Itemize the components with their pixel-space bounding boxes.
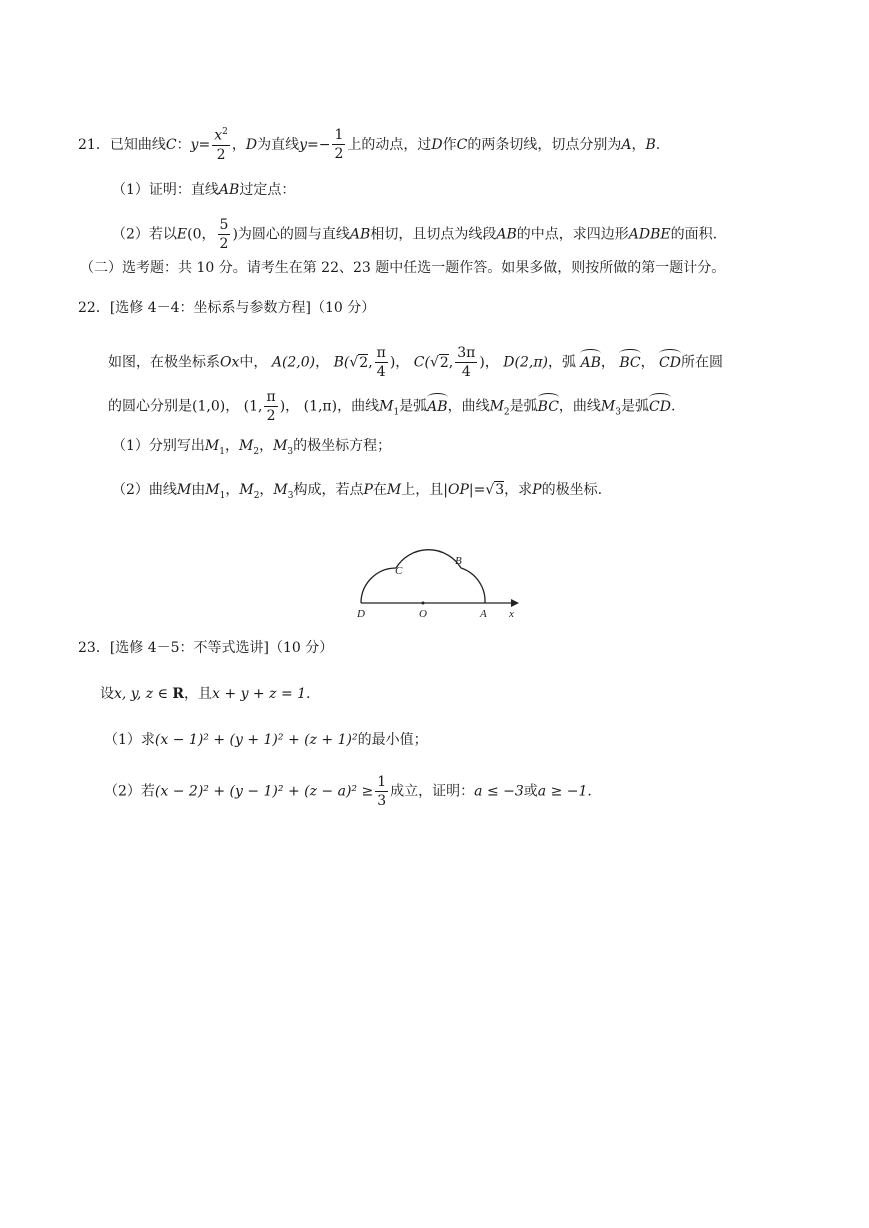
axis-arrow-icon bbox=[511, 599, 519, 607]
q22-title: 22．[选修 4－4：坐标系与参数方程]（10 分） bbox=[78, 300, 376, 316]
q23-title: 23．[选修 4－5：不等式选讲]（10 分） bbox=[78, 640, 334, 656]
arc-bc: BC bbox=[619, 349, 640, 373]
fraction-1-over-3: $\frac{1}{3}$ bbox=[377, 774, 387, 809]
polar-curve-figure bbox=[343, 520, 543, 620]
q21-statement: 21．已知曲线C：y= $\frac{x^2}{2}$ ，D为直线y=− $\frac{1}{2}$ 上的动点，过D作C的两条切线，切点分别为A，B. bbox=[78, 127, 661, 163]
label-d: D bbox=[357, 608, 365, 620]
q21-part1: （1）证明：直线AB过定点： bbox=[112, 182, 296, 198]
arc-ab: AB bbox=[580, 349, 600, 373]
optional-section-header: （二）选考题：共 10 分。请考生在第 22、23 题中任选一题作答。如果多做，则按所做的第一题计分。 bbox=[80, 260, 726, 276]
arc-cd-curve bbox=[361, 568, 396, 603]
arc-bc-curve bbox=[396, 550, 461, 568]
fraction-one-half: $\frac{1}{2}$ bbox=[334, 127, 344, 163]
q23-part2: （2）若(x − 2)² + (y − 1)² + (z − a)² ≥ $\frac{1}{3}$ 成立，证明：a ≤ −3或a ≥ −1. bbox=[104, 774, 592, 809]
q22-part2: （2）曲线M由$M_1$，$M_2$，$M_3$构成，若点P在M上，且|OP|=√3，求P的极坐标. bbox=[112, 482, 603, 501]
label-x: x bbox=[509, 608, 514, 620]
q23-intro: 设x, y, z ∈ R，且x + y + z = 1. bbox=[100, 686, 311, 702]
q23-part1: （1）求(x − 1)² + (y + 1)² + (z + 1)²的最小值； bbox=[104, 732, 428, 748]
label-o: O bbox=[419, 608, 427, 620]
q22-part1: （1）分别写出$M_1$，$M_2$，$M_3$的极坐标方程； bbox=[112, 438, 392, 457]
label-c: C bbox=[395, 565, 403, 577]
label-b: B bbox=[455, 555, 462, 567]
fraction-pi-over-2: $\frac{\pi}{2}$ bbox=[266, 389, 276, 424]
fraction-3pi-over-4: $\frac{3\pi}{4}$ bbox=[457, 345, 476, 380]
fraction-x2-over-2: $\frac{x^2}{2}$ bbox=[214, 127, 228, 163]
q22-intro-line1: 如图，在极坐标系Ox中， A(2,0)， B(√2, $\frac{\pi}{4}$ )， C(√2, $\frac{3\pi}{4}$ )， D(2,π)，弧 AB， BC， CD所在圆 bbox=[108, 345, 723, 380]
origin-point bbox=[422, 602, 425, 605]
arc-cd: CD bbox=[659, 349, 681, 373]
q22-intro-line2: 的圆心分别是(1,0)， (1, $\frac{\pi}{2}$ )， (1,π)，曲线$M_1$是弧AB，曲线$M_2$是弧BC，曲线$M_3$是弧CD. bbox=[108, 389, 676, 424]
label-a: A bbox=[480, 608, 487, 620]
q21-part2: （2）若以E(0， $\frac{5}{2}$ )为圆心的圆与直线AB相切，且切点为线段AB的中点，求四边形ADBE的面积. bbox=[112, 217, 718, 252]
fraction-5-over-2: $\frac{5}{2}$ bbox=[219, 217, 229, 252]
fraction-pi-over-4: $\frac{\pi}{4}$ bbox=[376, 345, 386, 380]
arc-ab-curve bbox=[461, 568, 485, 603]
